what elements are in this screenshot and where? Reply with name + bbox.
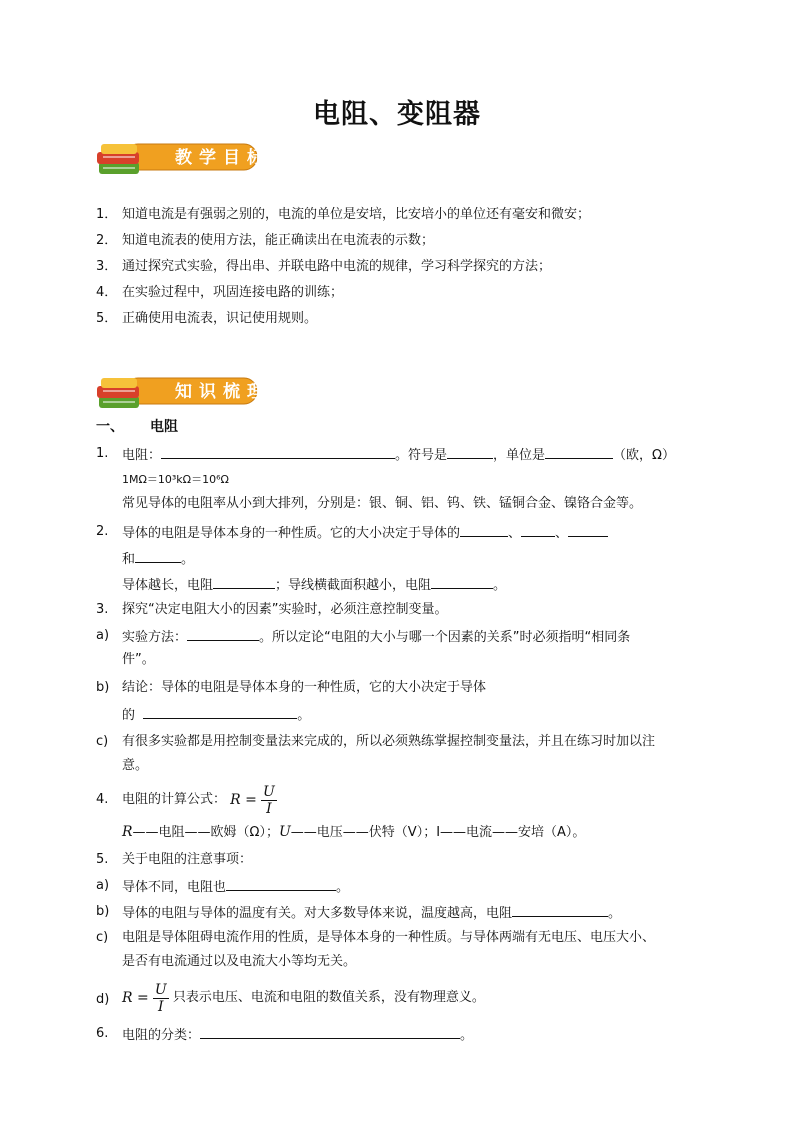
fill-blank[interactable]	[135, 548, 181, 563]
fill-blank[interactable]	[161, 444, 395, 459]
goal-text: 在实验过程中，巩固连接电路的训练；	[122, 285, 344, 300]
page-title: 电阻、变阻器	[313, 99, 481, 130]
goal-text: 知道电流是有强弱之别的，电流的单位是安培，比安培小的单位还有毫安和微安；	[122, 207, 591, 222]
item-2-line2: 和 。	[122, 548, 194, 570]
fill-blank[interactable]	[512, 902, 608, 917]
sub-item-letter: c)	[96, 930, 109, 945]
item-number: 3.	[96, 602, 109, 617]
goal-text: 知道电流表的使用方法，能正确读出在电流表的示数；	[122, 233, 435, 248]
goal-text: 通过探究式实验，得出串、并联电路中电流的规律，学习科学探究的方法；	[122, 259, 552, 274]
goals-badge-label: 教学目标	[175, 148, 271, 168]
sub-c2-line: 电阻是导体阻碍电流作用的性质，是导体本身的一种性质。与导体两端有无电压、电压大小、	[122, 930, 656, 945]
sub-item-letter: a)	[96, 628, 110, 643]
section-title: 电阻	[150, 419, 178, 435]
formula-r: R =	[230, 792, 257, 808]
goal-num: 2．	[96, 233, 118, 248]
sub-b-line: 结论：导体的电阻是导体本身的一种性质，它的大小决定于导体	[122, 680, 487, 695]
item-6-line: 电阻的分类： 。	[122, 1024, 473, 1046]
item-number: 4.	[96, 792, 109, 807]
sub-item-letter: a)	[96, 878, 110, 893]
formula-line: 电阻的计算公式： R = $\frac{U}{I}$	[122, 783, 275, 817]
goal-text: 正确使用电流表，识记使用规则。	[122, 311, 318, 326]
formula-fraction: $\frac{U}{I}$	[154, 981, 167, 1015]
sub-item-letter: d)	[96, 992, 110, 1007]
formula-fraction: $\frac{U}{I}$	[263, 783, 275, 817]
sub-c2-line2: 是否有电流通过以及电流大小等均无关。	[122, 954, 357, 969]
goal-num: 4．	[96, 285, 118, 300]
fill-blank[interactable]	[521, 522, 555, 537]
formula-legend: R——电阻——欧姆（Ω）；U——电压——伏特（V）；I——电流——安培（A）。	[122, 824, 586, 840]
sub-b-line2: 的 。	[122, 704, 310, 726]
item-2-line3: 导体越长，电阻 ；导线横截面积越小，电阻 。	[122, 574, 506, 596]
goal-num: 3．	[96, 259, 118, 274]
fill-blank[interactable]	[568, 522, 608, 537]
fill-blank[interactable]	[200, 1024, 460, 1039]
fill-blank[interactable]	[545, 444, 613, 459]
sub-a-line: 实验方法： 。所以定论“电阻的大小与哪一个因素的关系”时必须指明“相同条	[122, 626, 630, 648]
sub-item-letter: b)	[96, 904, 110, 919]
fill-blank[interactable]	[460, 522, 508, 537]
fill-blank[interactable]	[226, 876, 336, 891]
sub-item-letter: b)	[96, 680, 110, 695]
sub-item-letter: c)	[96, 734, 109, 749]
sub-c-line2: 意。	[122, 758, 149, 773]
resistivity-note: 常见导体的电阻率从小到大排列，分别是：银、铜、铝、钨、铁、锰铜合金、镍铬合金等。	[122, 496, 643, 511]
item-2-line: 导体的电阻是导体本身的一种性质。它的大小决定于导体的 、 、	[122, 522, 608, 544]
item-number: 1.	[96, 446, 109, 461]
goal-num: 1．	[96, 207, 118, 222]
knowledge-badge-label: 知识梳理	[175, 382, 271, 402]
fill-blank[interactable]	[447, 444, 493, 459]
goal-num: 5．	[96, 311, 118, 326]
sub-b2-line: 导体的电阻与导体的温度有关。对大多数导体来说，温度越高，电阻 。	[122, 902, 621, 924]
fill-blank[interactable]	[143, 704, 297, 719]
fill-blank[interactable]	[213, 574, 275, 589]
item-3-text: 探究“决定电阻大小的因素”实验时，必须注意控制变量。	[122, 602, 448, 617]
item-number: 6.	[96, 1026, 109, 1041]
unit-conversion: 1MΩ＝10³kΩ＝10⁶Ω	[122, 473, 229, 486]
item-number: 5.	[96, 852, 109, 867]
item-1-line: 电阻： 。符号是 ，单位是 （欧，Ω）	[122, 444, 675, 466]
sub-a2-line: 导体不同，电阻也 。	[122, 876, 349, 898]
fill-blank[interactable]	[187, 626, 259, 641]
sub-d2-line: R = $\frac{U}{I}$ 只表示电压、电流和电阻的数值关系，没有物理意义。	[122, 981, 485, 1015]
sub-c-line: 有很多实验都是用控制变量法来完成的，所以必须熟练掌握控制变量法，并且在练习时加以注	[122, 734, 656, 749]
fill-blank[interactable]	[431, 574, 493, 589]
goals-badge	[95, 140, 271, 180]
section-number: 一、	[96, 419, 124, 435]
item-number: 2.	[96, 524, 109, 539]
sub-a-line2: 件”。	[122, 652, 155, 667]
knowledge-badge	[95, 374, 271, 414]
item-5-text: 关于电阻的注意事项：	[122, 852, 253, 867]
